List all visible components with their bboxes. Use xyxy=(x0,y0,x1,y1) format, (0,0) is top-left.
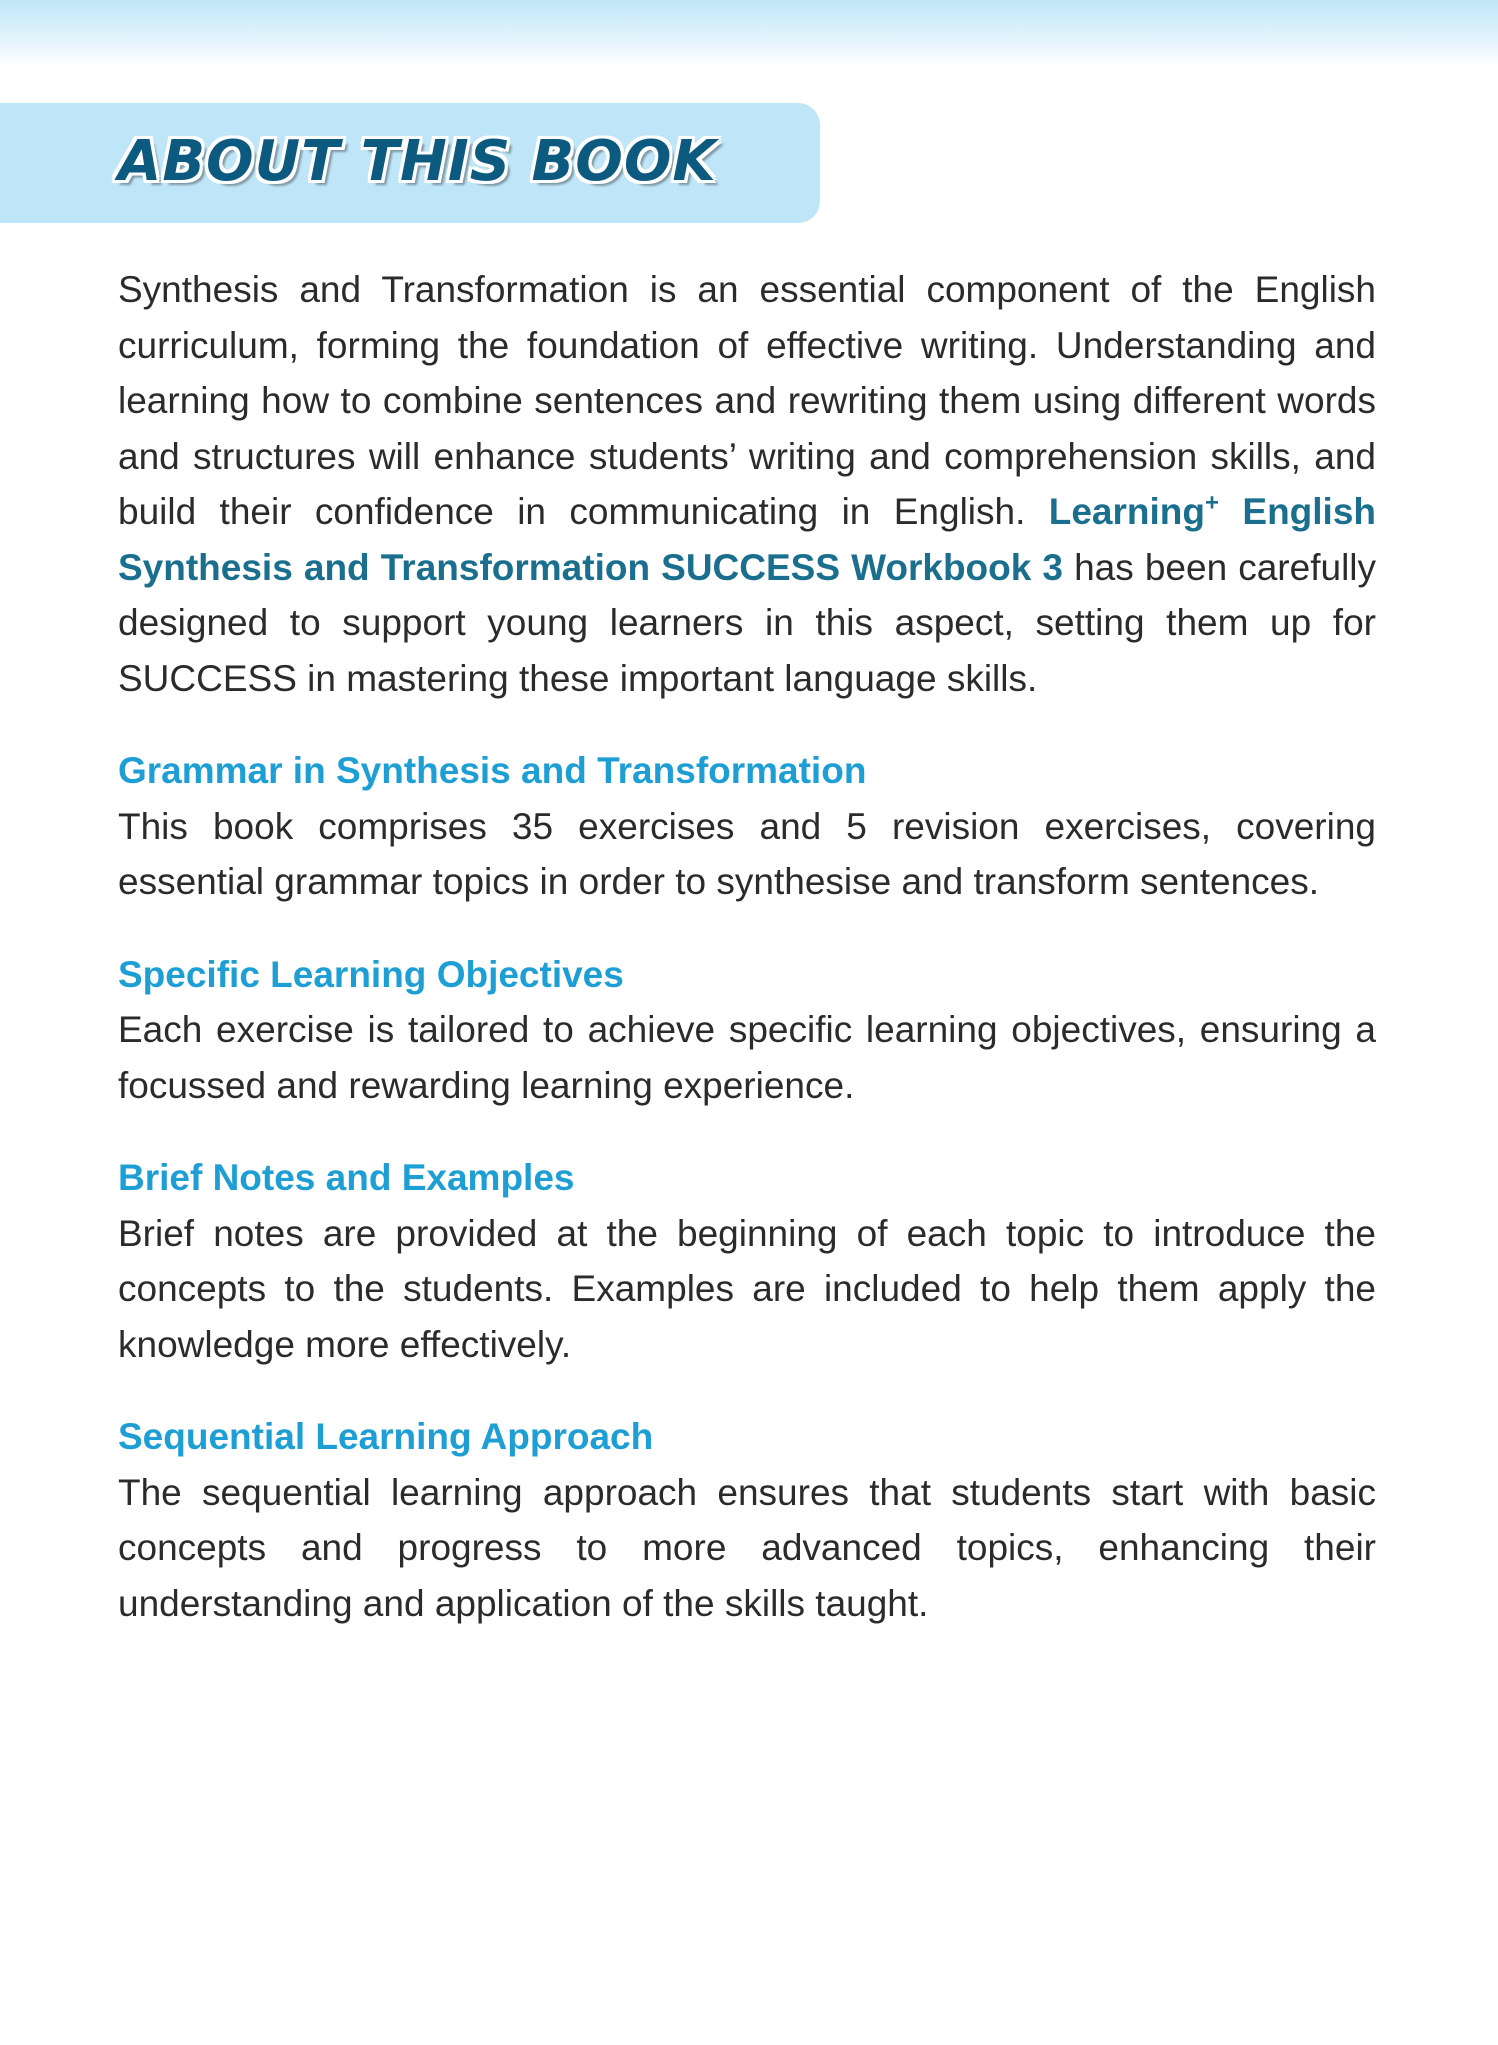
book-title-part2: English Synthesis and Transformation SUCCESS Workbook 3 xyxy=(118,491,1377,588)
intro-text-before: Synthesis and Transformation is an essential component of the English curriculum, forming the foundation of effective writing. Understanding and learning how to combine sentences and rewriting them using different words and structures will enhance students’ writing and comprehension skills, and build their confidence in communicating in English. xyxy=(118,269,1376,532)
section-heading: Grammar in Synthesis and Transformation xyxy=(118,750,867,791)
section-heading: Sequential Learning Approach xyxy=(118,1416,654,1457)
intro-text-after: has been carefully designed to support young learners in this aspect, setting them up for SUCCESS in mastering these important language skills. xyxy=(118,546,1377,699)
book-title-part1: Learning xyxy=(1048,491,1205,532)
section-body: Brief notes are provided at the beginning of each topic to introduce the concepts to the students. Examples are included to help them apply the knowledge more effectively. xyxy=(118,1212,1376,1365)
section-heading: Specific Learning Objectives xyxy=(118,953,624,995)
section-notes xyxy=(118,1150,1376,1372)
top-gradient-band xyxy=(0,0,1498,66)
content-area xyxy=(118,262,1376,1631)
page-title: ABOUT THIS BOOK xyxy=(118,129,717,194)
section-grammar xyxy=(118,743,1376,910)
section-body: Each exercise is tailored to achieve specific learning objectives, ensuring a focussed and rewarding learning experience. xyxy=(118,1009,1376,1106)
intro-paragraph xyxy=(118,262,1376,706)
section-sequential xyxy=(118,1409,1376,1631)
section-body: This book comprises 35 exercises and 5 revision exercises, covering essential grammar topics in order to synthesise and transform sentences. xyxy=(118,805,1376,902)
section-body: The sequential learning approach ensures that students start with basic concepts and progress to more advanced topics, enhancing their understanding and application of the skills taught. xyxy=(118,1471,1376,1624)
section-objectives xyxy=(118,947,1376,1114)
section-heading: Brief Notes and Examples xyxy=(118,1157,575,1198)
book-title-plus: + xyxy=(1205,489,1220,517)
